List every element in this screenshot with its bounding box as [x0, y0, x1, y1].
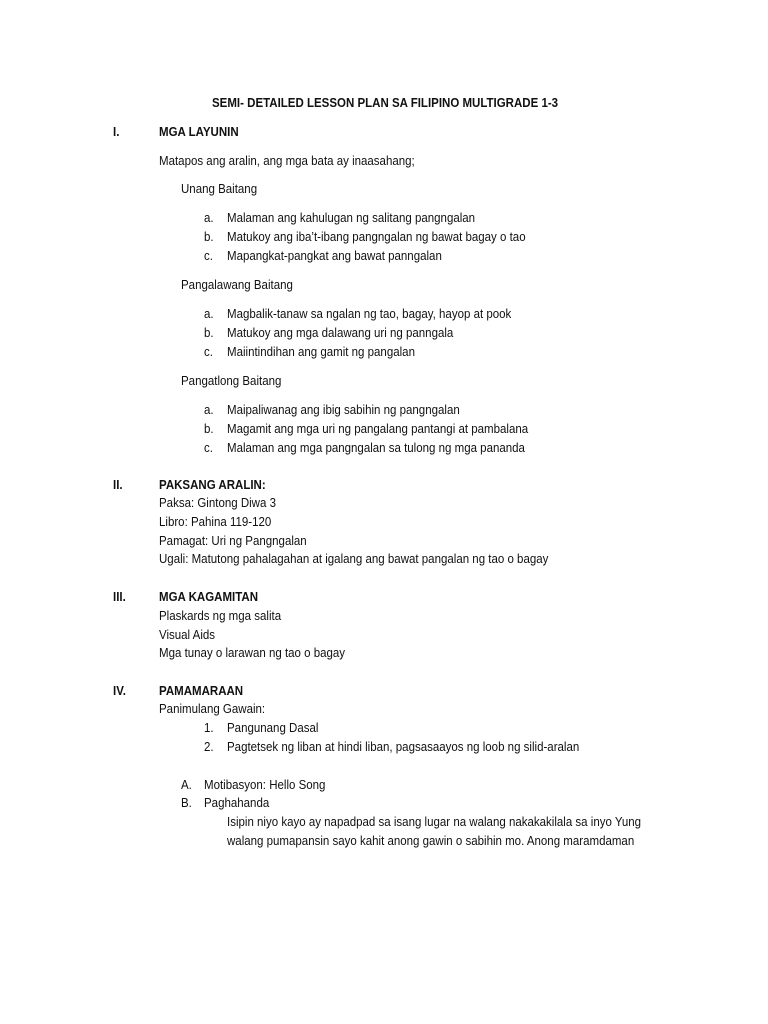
lettered-item-text: Motibasyon: Hello Song: [204, 778, 326, 792]
section-1-number: I.: [113, 125, 120, 139]
title-line: Pamagat: Uri ng Pangngalan: [159, 534, 307, 548]
list-item-letter: c.: [204, 441, 213, 455]
list-item-letter: b.: [204, 326, 214, 340]
material-item: Plaskards ng mga salita: [159, 609, 282, 623]
list-item-text: Maipaliwanag ang ibig sabihin ng pangngalan: [227, 403, 460, 417]
values-line: Ugali: Matutong pahalagahan at igalang ang bawat pangalan ng tao o bagay: [159, 552, 549, 566]
grade-2-label: Pangalawang Baitang: [181, 278, 293, 292]
list-item-letter: c.: [204, 249, 213, 263]
grade-3-label: Pangatlong Baitang: [181, 374, 282, 388]
lettered-item-letter: B.: [181, 796, 192, 810]
list-item-text: Mapangkat-pangkat ang bawat panngalan: [227, 249, 442, 263]
lettered-item-letter: A.: [181, 778, 192, 792]
objectives-intro: Matapos ang aralin, ang mga bata ay inaasahang;: [159, 154, 415, 168]
section-4-heading: PAMAMARAAN: [159, 684, 244, 698]
list-item-letter: a.: [204, 211, 214, 225]
list-item-letter: b.: [204, 422, 214, 436]
numbered-item-number: 1.: [204, 721, 214, 735]
list-item-letter: a.: [204, 307, 214, 321]
section-4-number: IV.: [113, 684, 127, 698]
list-item-text: Matukoy ang mga dalawang uri ng panngala: [227, 326, 454, 340]
numbered-item-text: Pagtetsek ng liban at hindi liban, pagsasaayos ng loob ng silid-aralan: [227, 740, 580, 754]
section-2-number: II.: [113, 478, 123, 492]
list-item-text: Magbalik-tanaw sa ngalan ng tao, bagay, hayop at pook: [227, 307, 512, 321]
list-item-letter: a.: [204, 403, 214, 417]
numbered-item-text: Pangunang Dasal: [227, 721, 319, 735]
list-item-text: Maiintindihan ang gamit ng pangalan: [227, 345, 415, 359]
list-item-letter: b.: [204, 230, 214, 244]
lettered-item-text: Paghahanda: [204, 796, 270, 810]
paragraph-line: walang pumapansin sayo kahit anong gawin o sabihin mo. Anong maramdaman: [227, 834, 635, 848]
document-title: SEMI- DETAILED LESSON PLAN SA FILIPINO MULTIGRADE 1-3: [212, 96, 559, 110]
material-item: Visual Aids: [159, 628, 216, 642]
section-2-heading: PAKSANG ARALIN:: [159, 478, 266, 492]
topic-line: Paksa: Gintong Diwa 3: [159, 496, 276, 510]
list-item-text: Malaman ang mga pangngalan sa tulong ng mga pananda: [227, 441, 525, 455]
book-line: Libro: Pahina 119-120: [159, 515, 272, 529]
section-1-heading: MGA LAYUNIN: [159, 125, 239, 139]
preliminary-activities-label: Panimulang Gawain:: [159, 702, 266, 716]
list-item-letter: c.: [204, 345, 213, 359]
list-item-text: Malaman ang kahulugan ng salitang pangngalan: [227, 211, 476, 225]
numbered-item-number: 2.: [204, 740, 214, 754]
paragraph-line: Isipin niyo kayo ay napadpad sa isang lugar na walang nakakakilala sa inyo Yung: [227, 815, 642, 829]
list-item-text: Matukoy ang iba’t-ibang pangngalan ng bawat bagay o tao: [227, 230, 526, 244]
list-item-text: Magamit ang mga uri ng pangalang pantangi at pambalana: [227, 422, 529, 436]
section-3-heading: MGA KAGAMITAN: [159, 590, 259, 604]
section-3-number: III.: [113, 590, 126, 604]
material-item: Mga tunay o larawan ng tao o bagay: [159, 646, 346, 660]
grade-1-label: Unang Baitang: [181, 182, 258, 196]
